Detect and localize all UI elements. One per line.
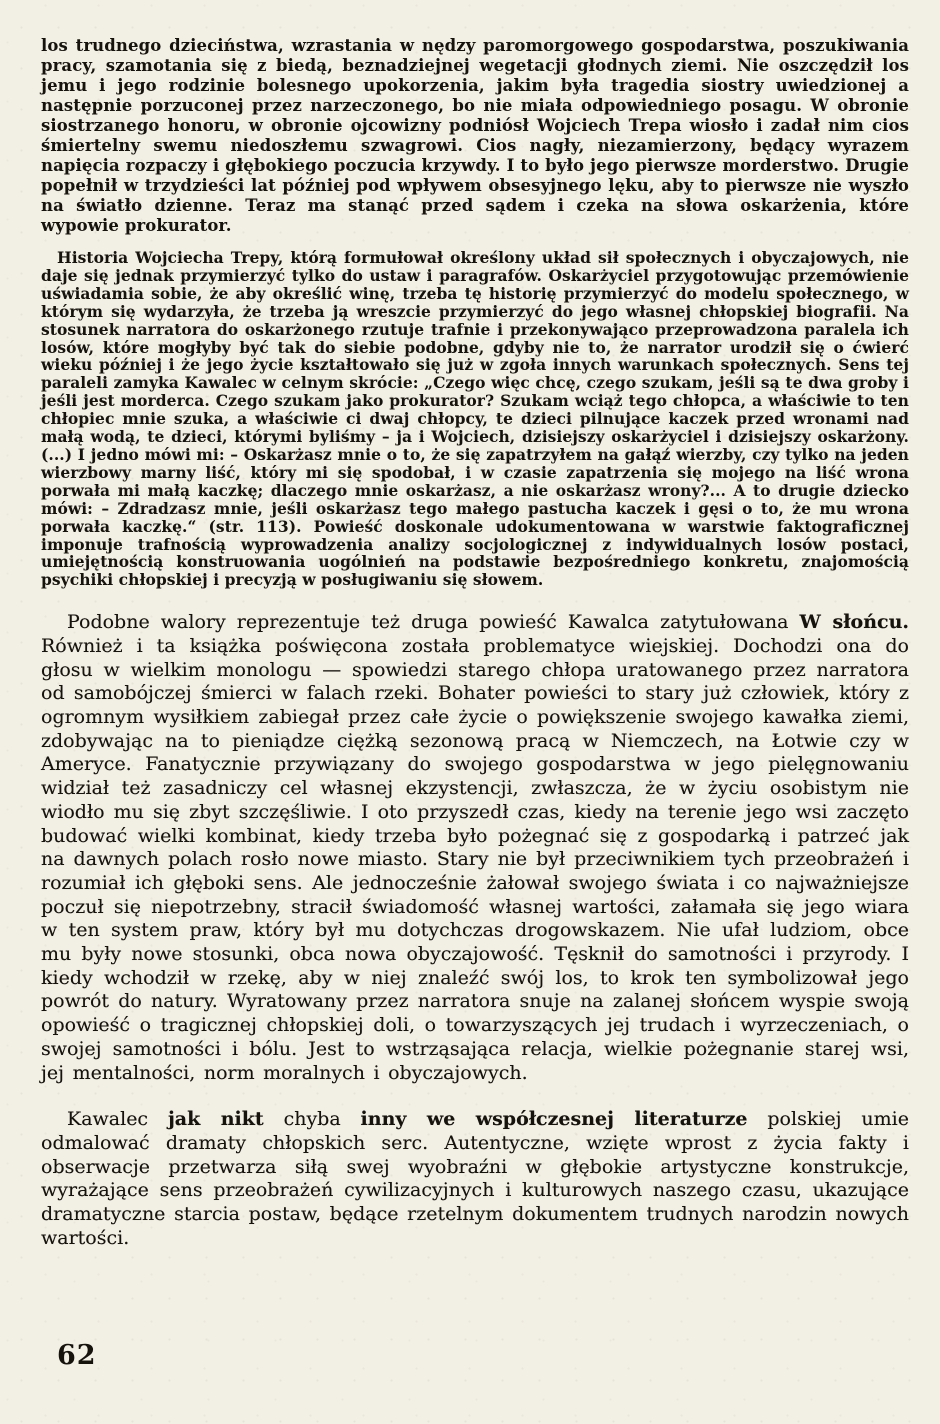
- text-run: W słońcu.: [799, 611, 909, 634]
- paragraph-2: [41, 249, 909, 589]
- text-run: Podobne walory reprezentuje też druga powieść Kawalca zatytułowana: [67, 611, 800, 634]
- paragraph-3: [41, 611, 909, 1085]
- paragraph-4: [41, 1108, 909, 1250]
- text-run: chyba: [263, 1108, 361, 1131]
- page-text: [41, 36, 909, 1274]
- paragraph-1: [41, 36, 909, 236]
- text-run: inny we współczesnej literaturze: [360, 1108, 748, 1131]
- page-number: 62: [57, 1340, 97, 1371]
- text-run: Historia Wojciecha Trepy, którą formułował określony układ sił społecznych i obyczajowych, nie daje się jednak przymierzyć tylko do ustaw i paragrafów. Oskarżyciel przygotowując przemówienie uświadamia sobie, że aby określić winę, trzeba tę historię przymierzyć do modelu społecznego, w którym się wydarzyła, że trzeba ją wreszcie przymierzyć do jego własnej chłopskiej biografii. Na stosunek narratora do oskarżonego rzutuje trafnie i przekonywająco przeprowadzona paralela ich losów, które mogłyby być tak do siebie podobne, gdyby nie to, że narrator urodził się o ćwierć wieku później i że jego życie kształtowało się już w zgoła innych warunkach społecznych. Sens tej paraleli zamyka Kawalec w celnym skrócie: „Czego więc chcę, czego szukam, jeśli są te dwa groby i jeśli jest morderca. Czego szukam jako prokurator? Szukam wciąż tego chłopca, a właściwie to ten chłopiec mnie szuka, a właściwie ci dwaj chłopcy, te dzieci pilnujące kaczek przed wronami nad małą wodą, te dzieci, którymi byliśmy – ja i Wojciech, dzisiejszy oskarżyciel i dzisiejszy oskarżony. (...) I jedno mówi mi: – Oskarżasz mnie o to, że się zapatrzyłem na gałąź wierzby, czy tylko na jeden wierzbowy marny liść, który mi się spodobał, i w czasie zapatrzenia się mojego na liść wrona porwała mi małą kaczkę; dlaczego mnie oskarżasz, a nie oskarżasz wrony?... A to drugie dziecko mówi: – Zdradzasz mnie, jeśli oskarżasz tego małego pastucha kaczek i gęsi o to, że mu wrona porwała kaczkę.“ (str. 113). Powieść doskonale udokumentowana w warstwie faktograficznej imponuje trafnością wyprowadzenia analizy socjologicznej z indywidualnych losów postaci, umiejętnością konstruowania uogólnień na podstawie bezpośredniego konkretu, znajomością psychiki chłopskiej i precyzją w posługiwaniu się słowem.: [41, 248, 909, 590]
- text-run: polskiej umie odmalować dramaty chłopskich serc. Autentyczne, wzięte wprost z życia fakty i obserwacje przetwarza siłą swej wyobraźni w głębokie artystyczne konstrukcje, wyrażające sens przeobrażeń cywilizacyjnych i kulturowych naszego czasu, ukazujące dramatyczne starcia postaw, będące rzetelnym dokumentem trudnych narodzin nowych wartości.: [41, 1108, 909, 1249]
- text-run: los trudnego dzieciństwa, wzrastania w nędzy paromorgowego gospodarstwa, poszukiwania pracy, szamotania się z biedą, beznadziejnej wegetacji głodnych ziemi. Nie oszczędził los jemu i jego rodzinie bolesnego upokorzenia, jakim była tragedia siostry uwiedzionej a następnie porzuconej przez narzeczonego, bo nie miała odpowiedniego posagu. W obronie siostrzanego honoru, w obronie ojcowizny podniósł Wojciech Trepa wiosło i zadał nim cios śmiertelny swemu niedoszłemu szwagrowi. Cios nagły, niezamierzony, będący wyrazem napięcia rozpaczy i głębokiego poczucia krzywdy. I to było jego pierwsze morderstwo. Drugie popełnił w trzydzieści lat później pod wpływem obsesyjnego lęku, aby to pierwsze nie wyszło na światło dzienne. Teraz ma stanąć przed sądem i czeka na słowa oskarżenia, które wypowie prokurator.: [41, 36, 909, 235]
- text-run: Kawalec: [67, 1108, 168, 1131]
- text-run: jak nikt: [167, 1108, 264, 1131]
- text-run: Również i ta książka poświęcona została problematyce wiejskiej. Dochodzi ona do głosu w wielkim monologu — spowiedzi starego chłopa uratowanego przez narratora od samobójczej śmierci w falach rzeki. Bohater powieści to stary już człowiek, który z ogromnym wysiłkiem zabiegał przez całe życie o powiększenie swojego kawałka ziemi, zdobywając na to pieniądze ciężką sezonową pracą w Niemczech, na Łotwie czy w Ameryce. Fanatycznie przywiązany do swojego gospodarstwa w jego pielęgnowaniu widział też zasadniczy cel własnej ekzystencji, zwłaszcza, że w życiu osobistym nie wiodło mu się zbyt szczęśliwie. I oto przyszedł czas, kiedy na terenie jego wsi zaczęto budować wielki kombinat, kiedy trzeba było pożegnać się z gospodarką i patrzeć jak na dawnych polach rosło nowe miasto. Stary nie był przeciwnikiem tych przeobrażeń i rozumiał ich głęboki sens. Ale jednocześnie żałował swojego świata i co najważniejsze poczuł się niepotrzebny, stracił świadomość własnej wartości, załamała się jego wiara w ten system praw, który był mu dotychczas drogowskazem. Nie ufał ludziom, obce mu były nowe stosunki, obca nowa obyczajowość. Tęsknił do samotności i przyrody. I kiedy wchodził w rzekę, aby w niej znaleźć swój los, to krok ten symbolizował jego powrót do natury. Wyratowany przez narratora snuje na zalanej słońcem wyspie swoją opowieść o tragicznej chłopskiej doli, o towarzyszących jej trudach i wyrzeczeniach, o swojej samotności i bólu. Jest to wstrząsająca relacja, wielkie pożegnanie starej wsi, jej mentalności, norm moralnych i obyczajowych.: [41, 634, 909, 1084]
